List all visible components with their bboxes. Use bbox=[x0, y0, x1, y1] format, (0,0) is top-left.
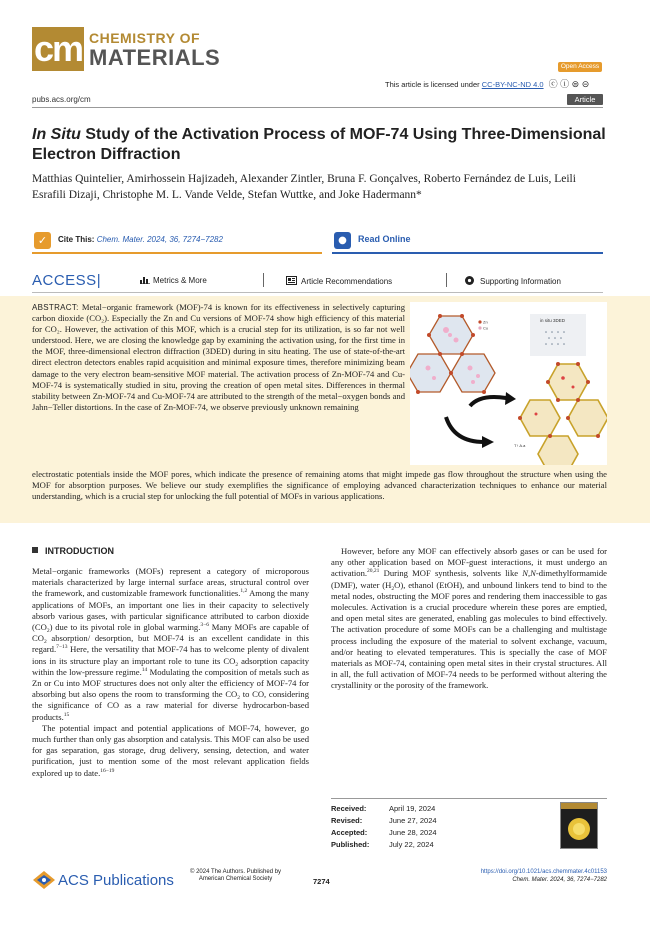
recommendations-label: Article Recommendations bbox=[301, 277, 393, 286]
intro-paragraph: However, before any MOF can effectively absorb gases or can be used for any other application based on MOF-guest interactions, it must undergo an activation.$^{20,21}$ During MOF synthesis, solvents like N,N-dimethylformamide (DMF), water $(H_2O)$, ethanol (EtOH), and unbound linkers tend to bind to the metal nodes, obstructing the MOF pores and rendering them inaccessible to gas molecules. Activation is a crucial procedure wherein these pores are emptied, and open metal sites are generated, enabling gas molecules to bind effectively. The activation procedure of some MOFs can be a challenging and multistage process including the exposure of the material to solvent exchange, vacuum, and/or heating to elevated temperatures. This is specially the case of MOF materials as MOF-74, containing open metal sites in their crystal structures. All in all, the full activation of MOF-74 needs to be performed without altering the crystallinity or the porosity of the framework. bbox=[331, 546, 607, 691]
acs-logo-icon bbox=[32, 870, 56, 895]
cover-image bbox=[561, 803, 597, 848]
cite-label: Cite This: bbox=[58, 235, 95, 244]
intro-paragraph: The potential impact and potential applications of MOF-74, however, go much further than only gas absorption and catalysis. This MOF can also be used for gas separation, gas storage, drug delivery, sensing, detection, and water purification, just to mention some of the most relevant application fields explored up to date.$^{16-19}$ bbox=[32, 722, 309, 778]
read-online-icon: ● bbox=[334, 232, 351, 249]
revised-date: June 27, 2024 bbox=[389, 816, 437, 825]
supporting-info-link[interactable] bbox=[465, 276, 561, 286]
article-type-badge: Article bbox=[567, 94, 603, 105]
author-list: Matthias Quintelier, Amirhossein Hajizadeh, Alexander Zintler, Bruna F. Gonçalves, Roberto Fernández de Luis, Leili Esrafili Dizaji, Christophe M. L. Vande Velde, Stefan Wuttke, and Joke Hadermann* bbox=[32, 173, 576, 201]
accepted-label: Accepted: bbox=[331, 828, 368, 837]
cite-journal: Chem. Mater. bbox=[96, 235, 145, 244]
journal-name-line2: MATERIALS bbox=[89, 45, 221, 70]
doi-block bbox=[450, 869, 607, 884]
intro-column-left bbox=[32, 566, 309, 779]
access-bar bbox=[118, 272, 608, 290]
abstract-text bbox=[32, 302, 405, 413]
access-divider-line bbox=[32, 292, 603, 293]
read-online-button[interactable] bbox=[332, 230, 603, 254]
cite-ref: 2024, 36, 7274−7282 bbox=[144, 235, 223, 244]
article-icon bbox=[286, 276, 297, 285]
license-link[interactable]: CC-BY-NC-ND 4.0 bbox=[481, 80, 544, 89]
dates-divider bbox=[331, 798, 607, 799]
publication-dates bbox=[331, 803, 437, 851]
doi-link[interactable]: https://doi.org/10.1021/acs.chemmater.4c01153 bbox=[480, 869, 607, 875]
supporting-info-icon bbox=[465, 276, 474, 285]
page-number: 7274 bbox=[313, 877, 330, 886]
received-label: Received: bbox=[331, 804, 367, 813]
abstract-text-continued: electrostatic potentials inside the MOF pores, which indicate the presence of remaining atoms that might impede gas flow throughout the structure when using the MOF for absorption purposes. We believe our study exemplifies the significance of employing advanced characterization techniques to enhance our material understanding, which is a crucial step for unlocking the full potential of MOFs in various applications. bbox=[32, 469, 607, 502]
toc-graphic bbox=[410, 302, 607, 465]
citation-line: Chem. Mater. 2024, 36, 7274−7282 bbox=[512, 876, 607, 883]
mof-structure-graphic bbox=[410, 302, 607, 465]
section-bullet bbox=[32, 547, 38, 553]
abstract-part1: Metal−organic framework (MOF)-74 is known for its effectiveness in selectively capturing carbon dioxide (CO₂). Especially the Zn and Cu versions of MOF-74 show high efficiency of this material for CO₂. However, the activation of this MOF, which is a crucial step for its utilization, is so far not well understood. Here, we are closing the knowledge gap by examining the activation using, for the first time in the MOF, three-dimensional electron diffraction (3DED) during in situ heating. The use of state-of-the-art direct electron detectors enables rapid acquisition and minimal exposure times, therefore minimizing beam damage to the very electron beam-sensitive MOF material. The activation process of Zn-MOF-74 and Cu-MOF-74 is systematically studied in situ, proving the creation of open metal sites. Differences in thermal stability between Zn-MOF-74 and Cu-MOF-74 are attributed to the strength of the metal−oxygen bonds and Jahn−Teller distortions. In the case of Zn-MOF-74, we observe previously unknown remaining bbox=[32, 302, 405, 412]
title-rest: Study of the Activation Process of MOF-74 Using Three-Dimensional Electron Diffraction bbox=[32, 126, 606, 163]
article-title bbox=[32, 125, 612, 165]
copyright-notice: © 2024 The Authors. Published by American Chemical Society bbox=[190, 869, 282, 882]
cite-text bbox=[58, 235, 223, 244]
publisher-name: ACS Publications bbox=[58, 872, 174, 889]
intro-column-right bbox=[331, 546, 607, 692]
license-prefix: This article is licensed under bbox=[385, 80, 480, 89]
toc-label-3ded: in situ 3DED bbox=[540, 318, 566, 323]
metrics-link[interactable] bbox=[140, 276, 207, 285]
metrics-label: Metrics & More bbox=[153, 276, 207, 285]
published-label: Published: bbox=[331, 840, 370, 849]
section-heading: INTRODUCTION bbox=[32, 546, 114, 556]
bar-chart-icon bbox=[140, 276, 150, 284]
journal-logo: cm bbox=[33, 28, 83, 69]
access-divider bbox=[446, 273, 447, 287]
site-url[interactable]: pubs.acs.org/cm bbox=[32, 95, 91, 104]
cite-this-button[interactable] bbox=[32, 230, 322, 254]
license-notice bbox=[385, 77, 589, 90]
header-divider bbox=[32, 107, 603, 108]
open-access-badge: Open Access bbox=[558, 62, 602, 72]
access-label: ACCESS| bbox=[32, 272, 102, 289]
toc-legend-cu: Cu bbox=[483, 325, 489, 331]
published-date: July 22, 2024 bbox=[389, 840, 434, 849]
intro-paragraph: Metal−organic frameworks (MOFs) represent a category of microporous materials characterized by large internal surface areas, structural control over the framework, and customizable framework functionalities.$^{1,2}$ Among the many applications of MOFs, an important one lies in their capacity to selectively absorb various gases, with particular significance attributed to carbon dioxide $(CO_2)$ due to its pivotal role in global warming.$^{3-6}$ Many MOFs are capable of $CO_2$ absorption/ desorption, but MOF-74 is an excellent candidate in this regard.$^{7-13}$ Here, the versatility that MOF-74 has to welcome plenty of divalent ions in its structure play an important role to tune its $CO_2$ adsorption capacity within the low-pressure regime.$^{14}$ Modulating the composition of metals such as Zn or Cu into MOF structures does not only alter the efficiency of MOF-74 for absorbing but also opens the room to transforming the $CO_2$ to CO, considering the significance of CO as a raw material for diverse hydrocarbon-based products.$^{15}$ bbox=[32, 566, 309, 722]
abstract-label: ABSTRACT: bbox=[32, 303, 79, 312]
journal-name-line1: CHEMISTRY OF bbox=[89, 30, 201, 46]
cite-row bbox=[32, 230, 603, 252]
recommendations-link[interactable] bbox=[286, 276, 392, 286]
journal-cover-thumbnail[interactable] bbox=[560, 802, 598, 849]
toc-legend-zn: Zn bbox=[483, 319, 488, 325]
title-italic: In Situ bbox=[32, 126, 81, 143]
read-online-label: Read Online bbox=[358, 234, 411, 244]
revised-label: Revised: bbox=[331, 816, 363, 825]
cc-license-icon: ⓒ ⓘ ⊜ ⊝ bbox=[548, 79, 590, 89]
access-divider bbox=[263, 273, 264, 287]
accepted-date: June 28, 2024 bbox=[389, 828, 437, 837]
checkmark-icon: ✓ bbox=[34, 232, 51, 249]
received-date: April 19, 2024 bbox=[389, 804, 436, 813]
supporting-info-label: Supporting Information bbox=[480, 277, 561, 286]
toc-label-heating: T↑ A.a bbox=[514, 443, 526, 448]
